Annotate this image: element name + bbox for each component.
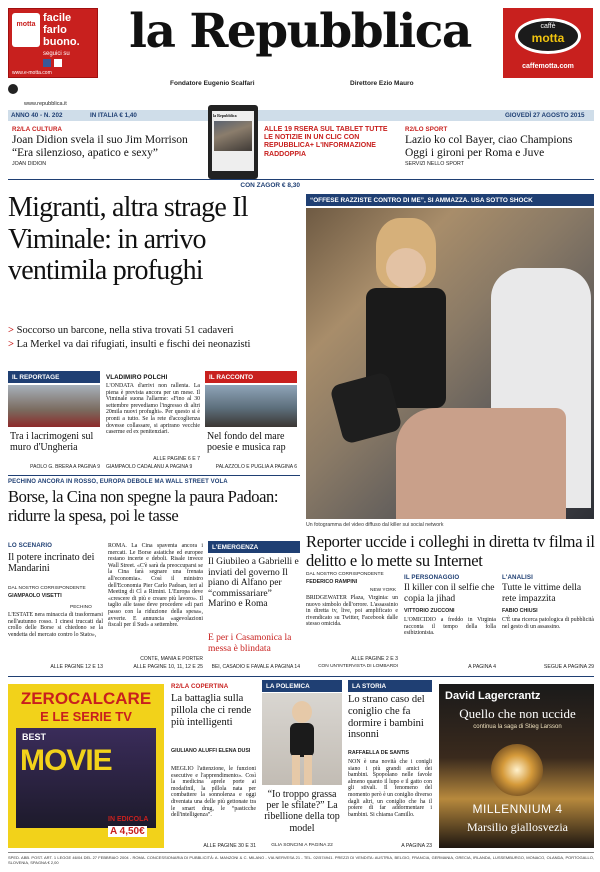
- price: IN ITALIA € 1,40: [90, 112, 137, 119]
- tablet-image[interactable]: [208, 105, 258, 179]
- lead-bullet-2-text: La Merkel va dai rifugiati, insulti e fischi dei neonazisti: [16, 339, 251, 350]
- teaser-left-kicker: R2/LA CULTURA: [12, 126, 63, 133]
- polchi-author: VLADIMIRO POLCHI: [106, 374, 168, 381]
- personaggio-author: VITTORIO ZUCCONI: [404, 608, 455, 614]
- polchi-text: L'ONDATA d'arrivi non rallenta. La piena è prevista ancora per un mese. Il Viminale suona l'allarme: «Fino al 30 settembre prevediamo l'ingresso di altri 20mila nuovi profughi». Per questo si è pronti a tutto. Se la rete d'accoglienza dovesse collassare, si aprirano vecchie caserme ed ex penitenziari.: [106, 383, 200, 436]
- ad-millennium-publisher: Marsilio giallosvezia: [467, 820, 568, 834]
- tablet-label: la Repubblica: [213, 113, 237, 118]
- ad-best-movie-line4: MOVIE: [20, 744, 112, 777]
- polemica-byline: GLIA SONCINI A PAGINA 22: [271, 843, 333, 848]
- markets-mid-byline: CONTE, MANIA E PORTER: [140, 656, 203, 662]
- youtube-icon: [54, 59, 62, 67]
- copertina-ref[interactable]: ALLE PAGINE 30 E 31: [203, 843, 256, 849]
- markets-headline[interactable]: Borse, la Cina non spegne la paura Padoan: ridurre la spesa, poi le tasse: [8, 487, 279, 525]
- storia-kicker: LA STORIA: [348, 680, 432, 692]
- ad-best-movie-line5: IN EDICOLA: [108, 816, 149, 823]
- tablet-promo-text[interactable]: ALLE 19 RSERA SUL TABLET TUTTE LE NOTIZIE IN UN CLIC CON REPUBBLICA+ L'INFORMAZIONE RADDOPPIA: [264, 126, 388, 158]
- copertina-title[interactable]: La battaglia sulla pillola che ci rende più intelligenti: [171, 693, 252, 728]
- ad-best-movie-line2: E LE SERIE TV: [40, 709, 132, 724]
- edition-number: ANNO 40 - N. 202: [11, 112, 63, 119]
- racconto-kicker: IL RACCONTO: [205, 371, 297, 383]
- reportage-title[interactable]: Tra i lacrimogeni sul muro d'Ungheria: [10, 431, 94, 453]
- ad-motta-line1: facile: [43, 12, 72, 24]
- lead-bullet-1[interactable]: > Soccorso un barcone, nella stiva trovati 51 cadaveri: [8, 325, 234, 336]
- polemica-photo[interactable]: [262, 693, 342, 785]
- markets-mid-ref[interactable]: ALLE PAGINE 10, 11, 12 E 25: [133, 664, 203, 670]
- site-url[interactable]: www.repubblica.it: [24, 101, 67, 107]
- teaser-right-title[interactable]: Lazio ko col Bayer, ciao Champions Oggi i gironi per Roma e Juve: [405, 134, 573, 159]
- analisi-title[interactable]: Tutte le vittime della rete impazzita: [502, 583, 582, 604]
- ad-millennium[interactable]: [439, 684, 594, 848]
- analisi-ref[interactable]: SEGUE A PAGINA 29: [543, 664, 594, 670]
- ad-motta-line3: buono.: [43, 36, 80, 48]
- reporter-dateline: NEW YORK: [370, 588, 397, 593]
- teaser-right-kicker: R2/LO SPORT: [405, 126, 448, 133]
- reportage-byline: PAOLO G. BRERA A PAGINA 9: [30, 464, 100, 470]
- emergenza-byline: BEI, CASADIO E FAVALE A PAGINA 14: [211, 664, 300, 670]
- cadalanu-byline: GIAMPAOLO CADALANU A PAGINA 9: [106, 464, 193, 470]
- teaser-left-byline: JOAN DIDION: [12, 161, 47, 167]
- ad-millennium-tagline: continua la saga di Stieg Larsson: [473, 724, 562, 730]
- scenario-author: GIAMPAOLO VISETTI: [8, 593, 62, 599]
- masthead-title[interactable]: la Repubblica: [129, 4, 471, 59]
- markets-kicker: PECHINO ANCORA IN ROSSO, EUROPA DEBOLE MA WALL STREET VOLA: [8, 479, 228, 485]
- reporter-headline[interactable]: Reporter uccide i colleghi in diretta tv filma il delitto e lo mette su Internet: [306, 532, 595, 570]
- polemica-kicker: LA POLEMICA: [262, 680, 342, 692]
- footer-legal: SPED. ABB. POST. ART. 1 LEGGE 46/04 DEL 27 FEBBRAIO 2004 - ROMA. CONCESSIONARIA DI PUBBLICITÀ: A. MANZONI & C. MILANO - VIA NERVESA 21 - TEL. 02/574941. PREZZI DI VENDITA: AUSTRIA, BELGIO, FRANCIA, GERMANIA, GRECIA, IRLANDA, LUSSEMBURGO, MONACO, OLANDA, PORTOGALLO, SLOVENIA, SPAGNA € 2,00: [8, 855, 594, 865]
- photo-kicker: “OFFESE RAZZISTE CONTRO DI ME”, SI AMMAZZA. USA SOTTO SHOCK: [306, 194, 594, 206]
- scenario-title[interactable]: Il potere incrinato dei Mandarini: [8, 552, 95, 574]
- analisi-kicker: L'ANALISI: [502, 574, 533, 581]
- analisi-author: FABIO CHIUSI: [502, 608, 538, 614]
- copertina-text: MEGLIO l'attenzione, le funzioni esecutive e l'apprendimento». Così la medicina aprele porte ai modafinil, la pillola nata per combattere la sonnolenza e oggi diventata una delle più gettonate tra le smart drug, le “pasticche dell'intelligenza”.: [171, 766, 256, 819]
- reporter-author: FEDERICO RAMPINI: [306, 579, 358, 585]
- masthead-director: Direttore Ezio Mauro: [350, 80, 414, 87]
- ad-best-movie-line1: ZEROCALCARE: [20, 689, 152, 708]
- storia-title[interactable]: Lo strano caso del coniglio che fa dormire i bambini insonni: [348, 694, 425, 741]
- storia-text: NON è una novità che i conigli siano i più grandi amici dei bambini. Spopolano nelle favole almeno quanto il lupo e il gatto con gli stivali. Il fenomeno del momento però è un coniglio diverso dagli altri, un coniglio che ha il potere di far addormentare i bambini. Si chiama Camillo.: [348, 759, 432, 818]
- r-logo-icon: [8, 84, 18, 94]
- personaggio-text: L'OMICIDIO a freddo in Virginia racconta il tempo della folla esibizionista.: [404, 617, 496, 637]
- reportage-kicker: IL REPORTAGE: [8, 371, 100, 383]
- ad-motta-brand: motta: [16, 21, 36, 28]
- storia-ref[interactable]: A PAGINA 23: [401, 843, 432, 849]
- teaser-left-title[interactable]: Joan Didion svela il suo Jim Morrison “Era silenzioso, apatico e sexy”: [12, 134, 188, 159]
- scenario-kicker: LO SCENARIO: [8, 542, 53, 549]
- teaser-right-byline: SERVIZI NELLO SPORT: [405, 161, 464, 167]
- polchi-ref[interactable]: ALLE PAGINE 6 E 7: [153, 456, 200, 462]
- ad-motta-line4: seguici su: [43, 51, 70, 57]
- ad-millennium-title: Quello che non uccide: [459, 706, 576, 721]
- polemica-quote[interactable]: “Io troppo grassa per le sfilate?” La ribellione della top model: [264, 789, 340, 834]
- ad-motta-line2: farlo: [43, 24, 67, 36]
- ad-motta-url: www.e-motta.com: [12, 70, 52, 76]
- personaggio-kicker: IL PERSONAGGIO: [404, 574, 460, 581]
- emergenza-sub[interactable]: E per i Casamonica la messa è blindata: [208, 633, 292, 654]
- ad-millennium-author: David Lagercrantz: [445, 690, 541, 702]
- masthead-founder: Fondatore Eugenio Scalfari: [170, 80, 255, 87]
- ad-caffe-url: caffemotta.com: [522, 63, 574, 70]
- emergenza-kicker: L'EMERGENZA: [208, 541, 300, 553]
- markets-mid-text: ROMA. La Cina spaventa ancora i mercati. Le Borse asiatiche ed europee restano incerte e deboli. Risale invece Wall Street. «C'è sarà da preoccuparsi se la Cina farà segnare una frenata all'economia». Così il ministro dell'Economia Pier Carlo Padoan, ieri al Meeting di Cl a Rimini. L'Europa deve «crescere di più e creare più lavoro». Il taglio alle tasse deve procedere «di pari passo con la riduzione della spesa», avverte. E annuncia «agevolazioni fiscali per il Sud» a settembre.: [108, 543, 203, 629]
- emergenza-title[interactable]: Il Giubileo a Gabrielli e inviati del governo Il piano di Alfano per “commissariare” Marino e Roma: [208, 557, 299, 610]
- scenario-dateline: PECHINO: [70, 605, 92, 610]
- racconto-title[interactable]: Nel fondo del mare poesie e musica rap: [207, 431, 286, 453]
- reporter-interview: CON UN'INTERVISTA DI LOMBARDI: [318, 664, 398, 669]
- ad-motta-left[interactable]: [8, 8, 98, 78]
- reporter-role: DAL NOSTRO CORRISPONDENTE: [306, 572, 384, 577]
- ad-millennium-series: MILLENNIUM 4: [472, 802, 563, 816]
- scenario-ref[interactable]: ALLE PAGINE 12 E 13: [50, 664, 103, 670]
- ad-caffe-line2: motta: [531, 31, 565, 45]
- ad-caffe-motta-right[interactable]: [503, 8, 593, 78]
- shooting-photo[interactable]: [306, 208, 594, 519]
- scenario-role: DAL NOSTRO CORRISPONDENTE: [8, 586, 86, 591]
- analisi-text: C'È una ricerca patologica di pubblicità nel gesto di un assassino.: [502, 617, 594, 630]
- supplement-price: CON ZAGOR € 8,30: [240, 182, 300, 189]
- photo-caption: Un fotogramma del video diffuso dal killer sui social network: [306, 522, 444, 528]
- lead-bullet-2[interactable]: > La Merkel va dai rifugiati, insulti e fischi dei neonazisti: [8, 339, 251, 350]
- racconto-byline: PALAZZOLO E PUGLIA A PAGINA 6: [215, 464, 297, 470]
- personaggio-title[interactable]: Il killer con il selfie che copia la jihad: [404, 583, 495, 604]
- ad-caffe-line1: caffè: [540, 23, 556, 30]
- personaggio-ref[interactable]: A PAGINA 4: [468, 664, 496, 670]
- copertina-byline: GIULIANO ALUFFI ELENA DUSI: [171, 748, 251, 754]
- reportage-photo[interactable]: [8, 385, 100, 427]
- copertina-kicker: R2/LA COPERTINA: [171, 683, 229, 690]
- reporter-ref[interactable]: ALLE PAGINE 2 E 3: [351, 656, 398, 662]
- facebook-icon: [43, 59, 51, 67]
- lead-bullet-1-text: Soccorso un barcone, nella stiva trovati 51 cadaveri: [16, 325, 234, 336]
- ad-best-movie-line3: BEST: [22, 732, 47, 742]
- ad-best-movie[interactable]: [8, 684, 164, 848]
- storia-byline: RAFFAELLA DE SANTIS: [348, 750, 410, 756]
- reporter-text: BRIDGEWATER Plaza, Virginia: un nuovo simbolo dell'orrore. L'assassinio in diretta tv, live, poi amplificato e rivendicato su Twitter, Facebook dalle stesso omicida.: [306, 595, 398, 628]
- scenario-text: L'ESTATE nera minaccia di trasformarsi nell'autunno rosso. I cinesi truccati dal crollo delle Borse si chiedono se la vendetta del mercato contro lo Stato»,: [8, 612, 103, 638]
- issue-date: GIOVEDÌ 27 AGOSTO 2015: [505, 112, 585, 119]
- ad-best-movie-price: A 4,50€: [110, 826, 145, 837]
- lead-headline[interactable]: Migranti, altra strage Il Viminale: in arrivo ventimila profughi: [8, 192, 248, 286]
- racconto-photo[interactable]: [205, 385, 297, 427]
